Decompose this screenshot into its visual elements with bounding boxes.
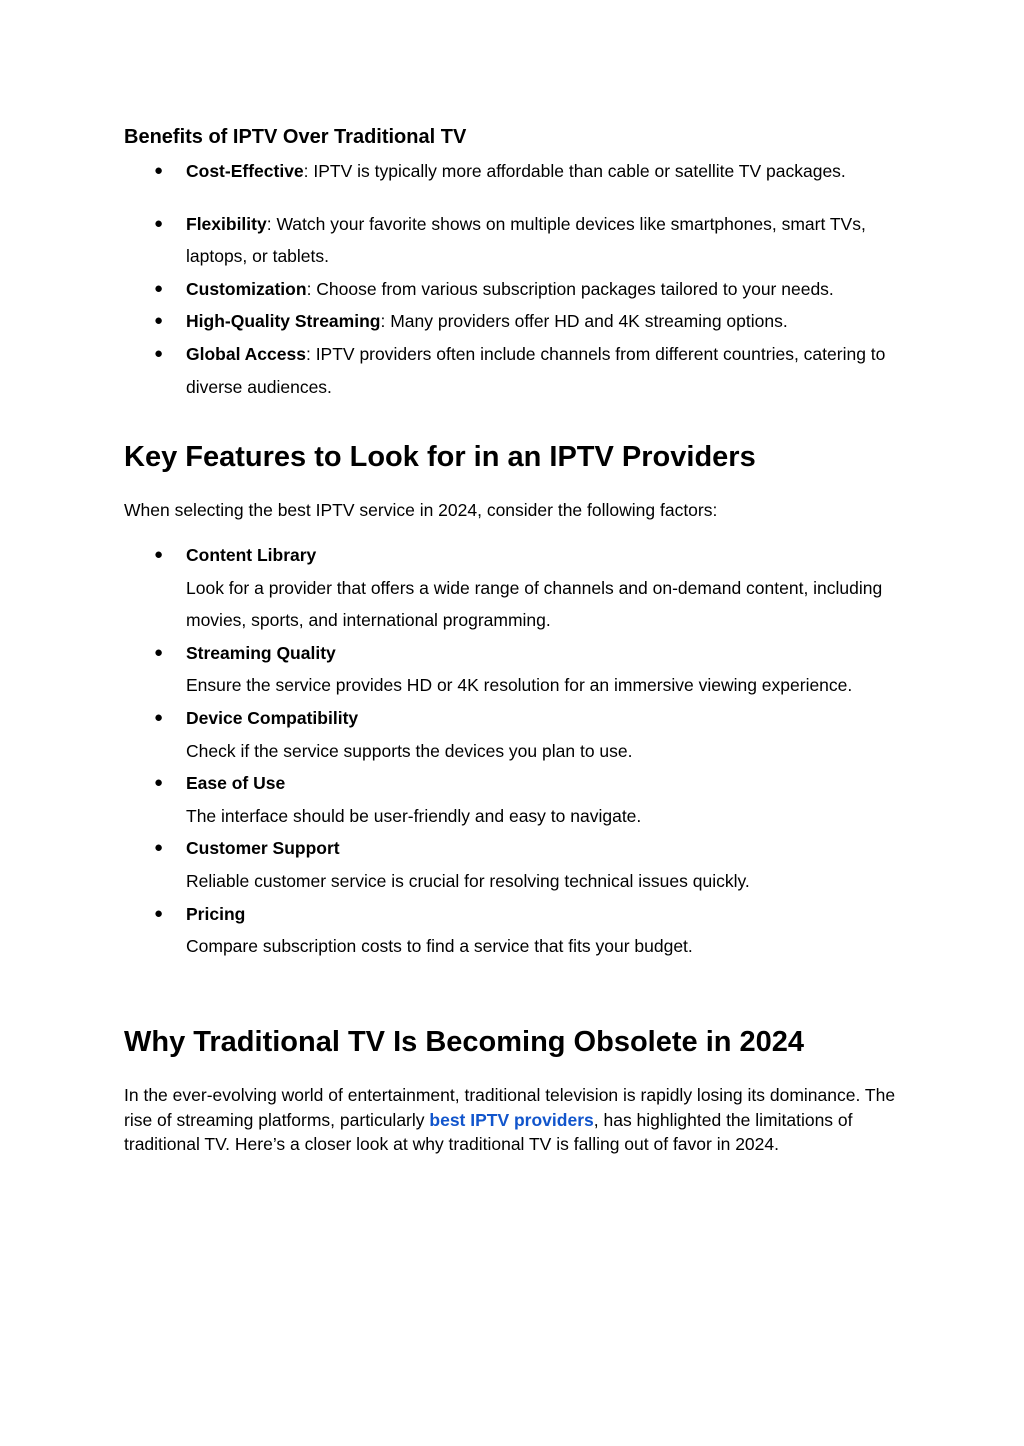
bullet-icon: ● [154,643,164,661]
feature-text: Reliable customer service is crucial for resolving technical issues quickly. [186,870,750,891]
bullet-icon: ● [154,708,164,726]
bullet-icon: ● [154,214,164,232]
feature-title: Device Compatibility [186,707,359,728]
list-item [124,208,914,273]
feature-text: Ensure the service provides HD or 4K resolution for an immersive viewing experience. [186,675,853,696]
bullet-icon: ● [154,312,164,330]
bullet-icon: ● [154,904,164,922]
obsolete-heading: Why Traditional TV Is Becoming Obsolete in 2024 [124,1026,805,1058]
list-spacer [124,188,914,208]
list-item [124,539,914,637]
paragraph-text: , has highlighted the limitations of traditional TV. Here’s a closer look at why traditional TV is falling out of favor in 2024. [124,1109,853,1155]
features-heading: Key Features to Look for in an IPTV Providers [124,441,756,473]
benefit-text: : Choose from various subscription packages tailored to your needs. [306,278,834,299]
bullet-icon: ● [154,774,164,792]
feature-text: The interface should be user-friendly and easy to navigate. [186,805,642,826]
list-item [124,338,914,403]
list-item [124,305,914,338]
benefit-text: : IPTV providers often include channels from different countries, catering to diverse audiences. [186,343,886,397]
list-item [124,637,914,702]
list-item [124,155,914,188]
list-item [124,898,914,963]
feature-title: Pricing [186,903,246,924]
features-list [124,539,914,963]
bullet-icon: ● [154,162,164,179]
list-item [124,832,914,897]
list-item [124,273,914,306]
feature-title: Streaming Quality [186,642,336,663]
feature-text: Compare subscription costs to find a service that fits your budget. [186,936,693,957]
bullet-icon: ● [154,839,164,857]
bullet-icon: ● [154,344,164,362]
feature-text: Look for a provider that offers a wide range of channels and on-demand content, including movies, sports, and international programming. [186,577,883,631]
feature-title: Customer Support [186,838,340,859]
benefit-text: : IPTV is typically more affordable than cable or satellite TV packages. [303,161,846,181]
benefit-text: : Many providers offer HD and 4K streaming options. [380,311,788,332]
benefit-text: : Watch your favorite shows on multiple devices like smartphones, smart TVs, laptops, or tablets. [186,213,866,267]
list-item [124,767,914,832]
list-item [124,702,914,767]
feature-text: Check if the service supports the devices you plan to use. [186,740,633,761]
benefit-term: Flexibility [186,213,267,234]
obsolete-paragraph [124,1083,914,1157]
bullet-icon: ● [154,546,164,563]
benefit-term: Cost-Effective [186,161,304,181]
benefit-term: Global Access [186,343,306,364]
benefits-list [124,155,914,403]
benefit-term: Customization [186,278,307,299]
best-iptv-providers-link[interactable]: best IPTV providers [429,1109,594,1130]
benefit-term: High-Quality Streaming [186,311,381,332]
paragraph-text: In the ever-evolving world of entertainment, traditional television is rapidly losing its dominance. The rise of streaming platforms, particularly [124,1085,896,1130]
bullet-icon: ● [154,279,164,297]
features-intro: When selecting the best IPTV service in 2024, consider the following factors: [124,500,718,520]
benefits-heading: Benefits of IPTV Over Traditional TV [124,126,467,148]
feature-title: Content Library [186,545,317,565]
feature-title: Ease of Use [186,773,286,794]
